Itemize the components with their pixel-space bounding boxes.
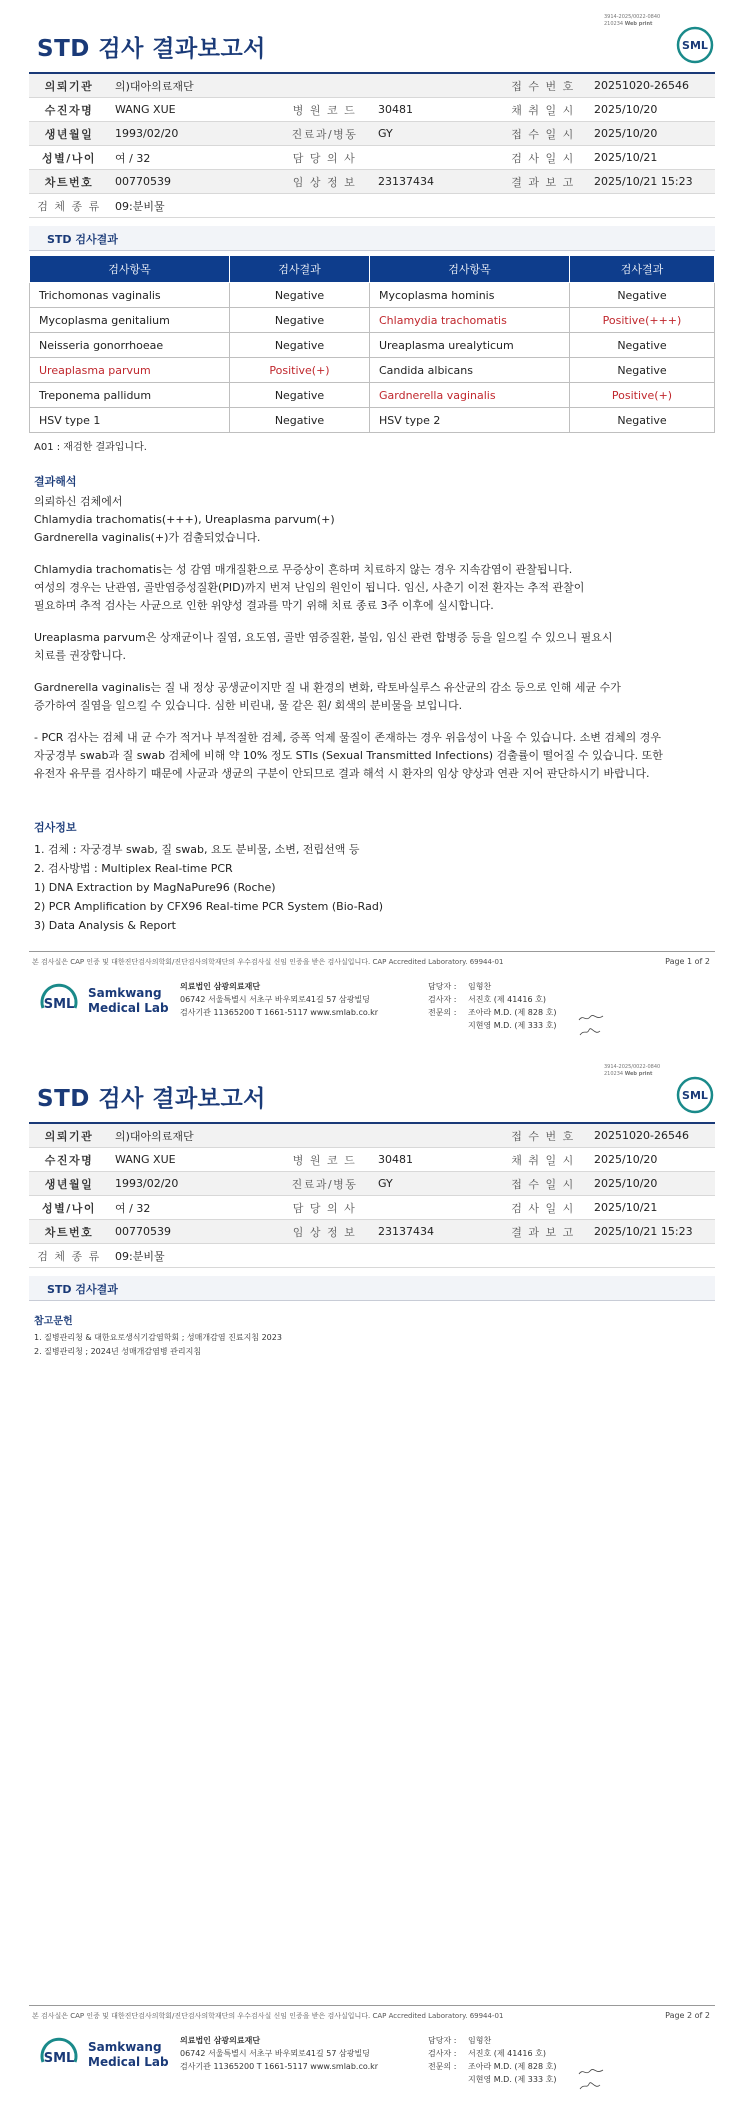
samkwang-logo-icon xyxy=(35,978,83,1026)
specimen-row: 검 체 종 류 09:분비물 xyxy=(29,1244,715,1268)
info-row: 수진자명 WANG XUE 병 원 코 드 30481 채 취 일 시 2025/10/20 xyxy=(29,1148,715,1172)
sml-logo-icon xyxy=(676,1076,714,1114)
footer-rule xyxy=(29,2005,715,2006)
page-title: STD 검사 결과보고서 xyxy=(37,36,266,62)
signature-icon xyxy=(578,2067,604,2077)
signature-icon xyxy=(578,2081,604,2091)
specimen-row: 검 체 종 류 09:분비물 xyxy=(29,194,715,218)
table-row: Trichomonas vaginalis Negative Mycoplasma hominis Negative xyxy=(30,283,715,308)
table-row: Ureaplasma parvum Positive(+) Candida albicans Negative xyxy=(30,358,715,383)
info-row: 성별/나이 여 / 32 담 당 의 사 검 사 일 시 2025/10/21 xyxy=(29,1196,715,1220)
table-row: Mycoplasma genitalium Negative Chlamydia trachomatis Positive(+++) xyxy=(30,308,715,333)
test-info-heading: 검사정보 xyxy=(34,821,77,834)
section-title: STD 검사결과 xyxy=(47,233,118,246)
info-row: 수진자명 WANG XUE 병 원 코 드 30481 채 취 일 시 2025/10/20 xyxy=(29,98,715,122)
info-row: 성별/나이 여 / 32 담 당 의 사 검 사 일 시 2025/10/21 xyxy=(29,146,715,170)
page-number: Page 1 of 2 xyxy=(665,957,710,966)
samkwang-logo-icon xyxy=(35,2032,83,2080)
svg-text:SML: SML xyxy=(682,1089,708,1102)
results-table xyxy=(29,255,715,433)
svg-text:SML: SML xyxy=(43,2051,75,2066)
info-row: 생년월일 1993/02/20 진료과/병동 GY 접 수 일 시 2025/10/20 xyxy=(29,122,715,146)
section-title: STD 검사결과 xyxy=(47,1283,118,1296)
staff-list: 담당자 : 임형찬 검사자 : 서진호 (제 41416 호) 전문의 : 조아라 M.D. (제 828 호) 지현영 M.D. (제 333 호) xyxy=(428,982,557,1030)
page-title: STD 검사 결과보고서 xyxy=(37,1086,266,1112)
section-title-bar xyxy=(29,226,715,251)
info-row: 의뢰기관 의)대아의료재단 접 수 번 호 20251020-26546 xyxy=(29,1124,715,1148)
table-row: Treponema pallidum Negative Gardnerella vaginalis Positive(+) xyxy=(30,383,715,408)
references-list: 1. 질병관리청 & 대한요로생식기감염학회 ; 성매개감염 진료지침 2023 2. 질병관리청 ; 2024년 성매개감염병 관리지침 xyxy=(34,1333,282,1356)
table-row: Neisseria gonorrhoeae Negative Ureaplasma urealyticum Negative xyxy=(30,333,715,358)
lab-info: 의료법인 삼광의료재단 06742 서울특별시 서초구 바우뫼로41길 57 삼광빌딩 검사기관 11365200 T 1661-5117 www.smlab.co.kr xyxy=(180,982,379,1017)
staff-list: 담당자 : 임형찬 검사자 : 서진호 (제 41416 호) 전문의 : 조아라 M.D. (제 828 호) 지현영 M.D. (제 333 호) xyxy=(428,2036,557,2084)
lab-info: 의료법인 삼광의료재단 06742 서울특별시 서초구 바우뫼로41길 57 삼광빌딩 검사기관 11365200 T 1661-5117 www.smlab.co.kr xyxy=(180,2036,379,2071)
lab-brand: Samkwang Medical Lab xyxy=(88,986,169,1015)
print-stamp: 3914-2025/0022-0840 210234 Web print xyxy=(604,14,661,27)
svg-text:SML: SML xyxy=(682,39,708,52)
signature-icon xyxy=(578,1027,604,1037)
lab-brand: Samkwang Medical Lab xyxy=(88,2040,169,2069)
report-page-2 xyxy=(0,1046,744,2104)
accreditation-note: 본 검사실은 CAP 인증 및 대한진단검사의학회/진단검사의학재단의 우수검사실 신임 인증을 받은 검사실입니다. CAP Accredited Laboratory. 69944-01 xyxy=(32,2012,504,2020)
references-heading: 참고문헌 xyxy=(34,1316,73,1327)
section-title-bar xyxy=(29,1276,715,1301)
table-row: HSV type 1 Negative HSV type 2 Negative xyxy=(30,408,715,433)
signature-icon xyxy=(578,1013,604,1023)
print-stamp: 3914-2025/0022-0840 210234 Web print xyxy=(604,1064,661,1077)
page-number: Page 2 of 2 xyxy=(665,2011,710,2020)
info-row: 생년월일 1993/02/20 진료과/병동 GY 접 수 일 시 2025/10/20 xyxy=(29,1172,715,1196)
report-page-1 xyxy=(0,0,744,1046)
retest-note: A01 : 재검한 결과입니다. xyxy=(34,442,147,453)
test-info-text: 1. 검체 : 자궁경부 swab, 질 swab, 요도 분비물, 소변, 전립선액 등 2. 검사방법 : Multiplex Real-time PCR 1) DNA Extraction by MagNaPure96 (Roche) 2) PCR Amplification by CFX96 Real-time PCR System (Bio-Rad) 3) Data Analysis & Report xyxy=(34,843,384,932)
info-row: 차트번호 00770539 임 상 정 보 23137434 결 과 보 고 2025/10/21 15:23 xyxy=(29,170,715,194)
interpretation-text: 의뢰하신 검체에서 Chlamydia trachomatis(+++), Ureaplasma parvum(+) Gardnerella vaginalis(+)가 검출되었습니다. Chlamydia trachomatis는 성 감염 매개질환으로 무증상이 흔하며 치료하지 않는 경우 지속감염이 관찰됩니다. 여성의 경우는 난관염, 골반염증성질환(PID)까지 번져 난임의 원인이 됩니다. 임신, 사춘기 이전 환자는 추적 관찰이 필요하며 추적 검사는 사균으로 인한 위양성 결과를 막기 위해 치료 종료 3주 이후에 실시합니다. Ureaplasma parvum은 상재균이나 질염, 요도염, 골반 염증질환, 불임, 임신 관련 합병증 등을 일으킬 수 있으니 필요시 치료를 권장합니다. Gardnerella vaginalis는 질 내 정상 공생균이지만 질 내 환경의 변화, 락토바실루스 유산균의 감소 등으로 인해 세균 수가 증가하여 질염을 일으킬 수 있습니다. 심한 비린내, 물 같은 흰/ 회색의 분비물을 보입니다. - PCR 검사는 검체 내 균 수가 적거나 부적절한 검체, 증폭 억제 물질이 존재하는 경우 위음성이 나올 수 있습니다. 소변 검체의 경우 자궁경부 swab과 질 swab 검체에 비해 약 10% 정도 STIs (Sexual Transmitted Infections) 검출률이 떨어질 수 있습니다. 또한 유전자 유무를 검사하기 때문에 사균과 생균의 구분이 안되므로 결과 해석 시 환자의 임상 양상과 연관 지어 판단하시기 바랍니다. xyxy=(34,495,663,780)
patient-info-table xyxy=(29,74,715,218)
info-row: 의뢰기관 의)대아의료재단 접 수 번 호 20251020-26546 xyxy=(29,74,715,98)
patient-info-table xyxy=(29,1124,715,1268)
footer-rule xyxy=(29,951,715,952)
interpretation-heading: 결과해석 xyxy=(34,475,77,488)
results-header-row: 검사항목 검사결과 검사항목 검사결과 xyxy=(30,256,715,283)
accreditation-note: 본 검사실은 CAP 인증 및 대한진단검사의학회/진단검사의학재단의 우수검사실 신임 인증을 받은 검사실입니다. CAP Accredited Laboratory. 69944-01 xyxy=(32,958,504,966)
info-row: 차트번호 00770539 임 상 정 보 23137434 결 과 보 고 2025/10/21 15:23 xyxy=(29,1220,715,1244)
sml-logo-icon xyxy=(676,26,714,64)
svg-text:SML: SML xyxy=(43,997,75,1012)
